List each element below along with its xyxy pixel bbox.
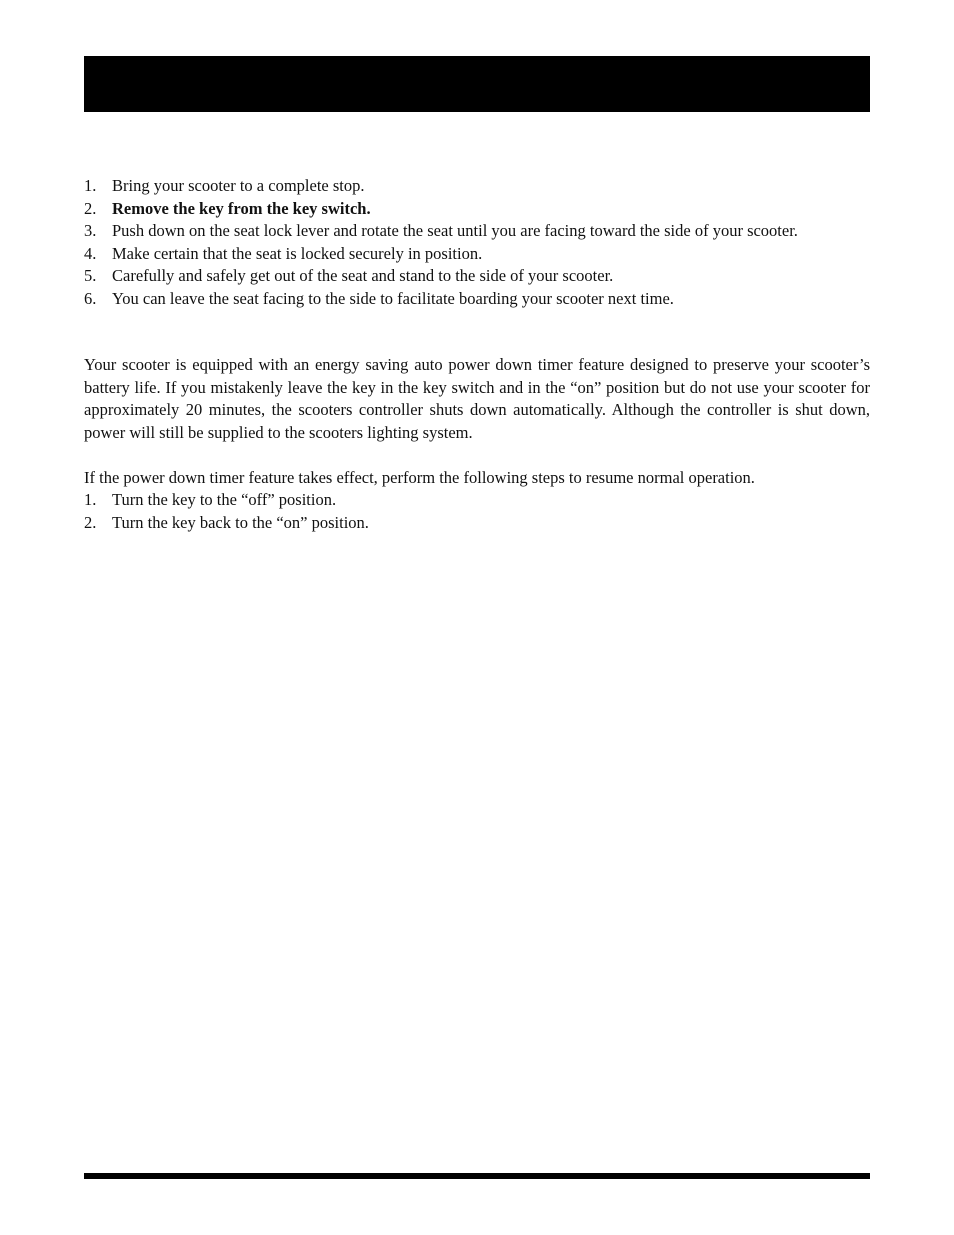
footer-rule (84, 1173, 870, 1179)
step-number: 4. (84, 243, 97, 263)
header-bar (84, 56, 870, 112)
resume-steps-list (84, 489, 870, 534)
step-text: Carefully and safely get out of the seat and stand to the side of your scooter. (112, 266, 614, 285)
step-text: Bring your scooter to a complete stop. (112, 176, 365, 195)
step-number: 3. (84, 221, 97, 240)
power-down-paragraph: Your scooter is equipped with an energy saving auto power down timer feature designed to preserve your scooter’s battery life. If you mistakenly leave the key in the key switch and in the “on” position but do not use your scooter for approximately 20 minutes, the scooters controller shuts down automatically. Although the controller is shut down, power will still be supplied to the scooters lighting system. (84, 355, 870, 442)
step-text: Push down on the seat lock lever and rotate the seat until you are facing toward the side of your scooter. (112, 221, 798, 240)
exit-steps-list (84, 175, 874, 310)
step-number: 6. (84, 288, 97, 308)
list-item (84, 288, 874, 311)
list-item (84, 265, 874, 288)
step-number: 5. (84, 266, 97, 285)
step-text: Turn the key back to the “on” position. (112, 512, 369, 532)
step-text: Turn the key to the “off” position. (112, 490, 337, 509)
list-item (84, 489, 870, 512)
step-text: Make certain that the seat is locked securely in position. (112, 243, 483, 263)
list-item (84, 198, 874, 221)
resume-intro: If the power down timer feature takes effect, perform the following steps to resume normal operation. (84, 468, 755, 487)
step-number: 1. (84, 490, 97, 509)
step-number: 1. (84, 176, 97, 195)
step-number: 2. (84, 512, 97, 532)
step-text: Remove the key from the key switch. (112, 198, 371, 218)
list-item (84, 175, 874, 198)
step-number: 2. (84, 198, 97, 218)
list-item (84, 243, 874, 266)
list-item (84, 512, 870, 535)
list-item (84, 220, 874, 243)
step-text: You can leave the seat facing to the side to facilitate boarding your scooter next time. (112, 288, 674, 308)
